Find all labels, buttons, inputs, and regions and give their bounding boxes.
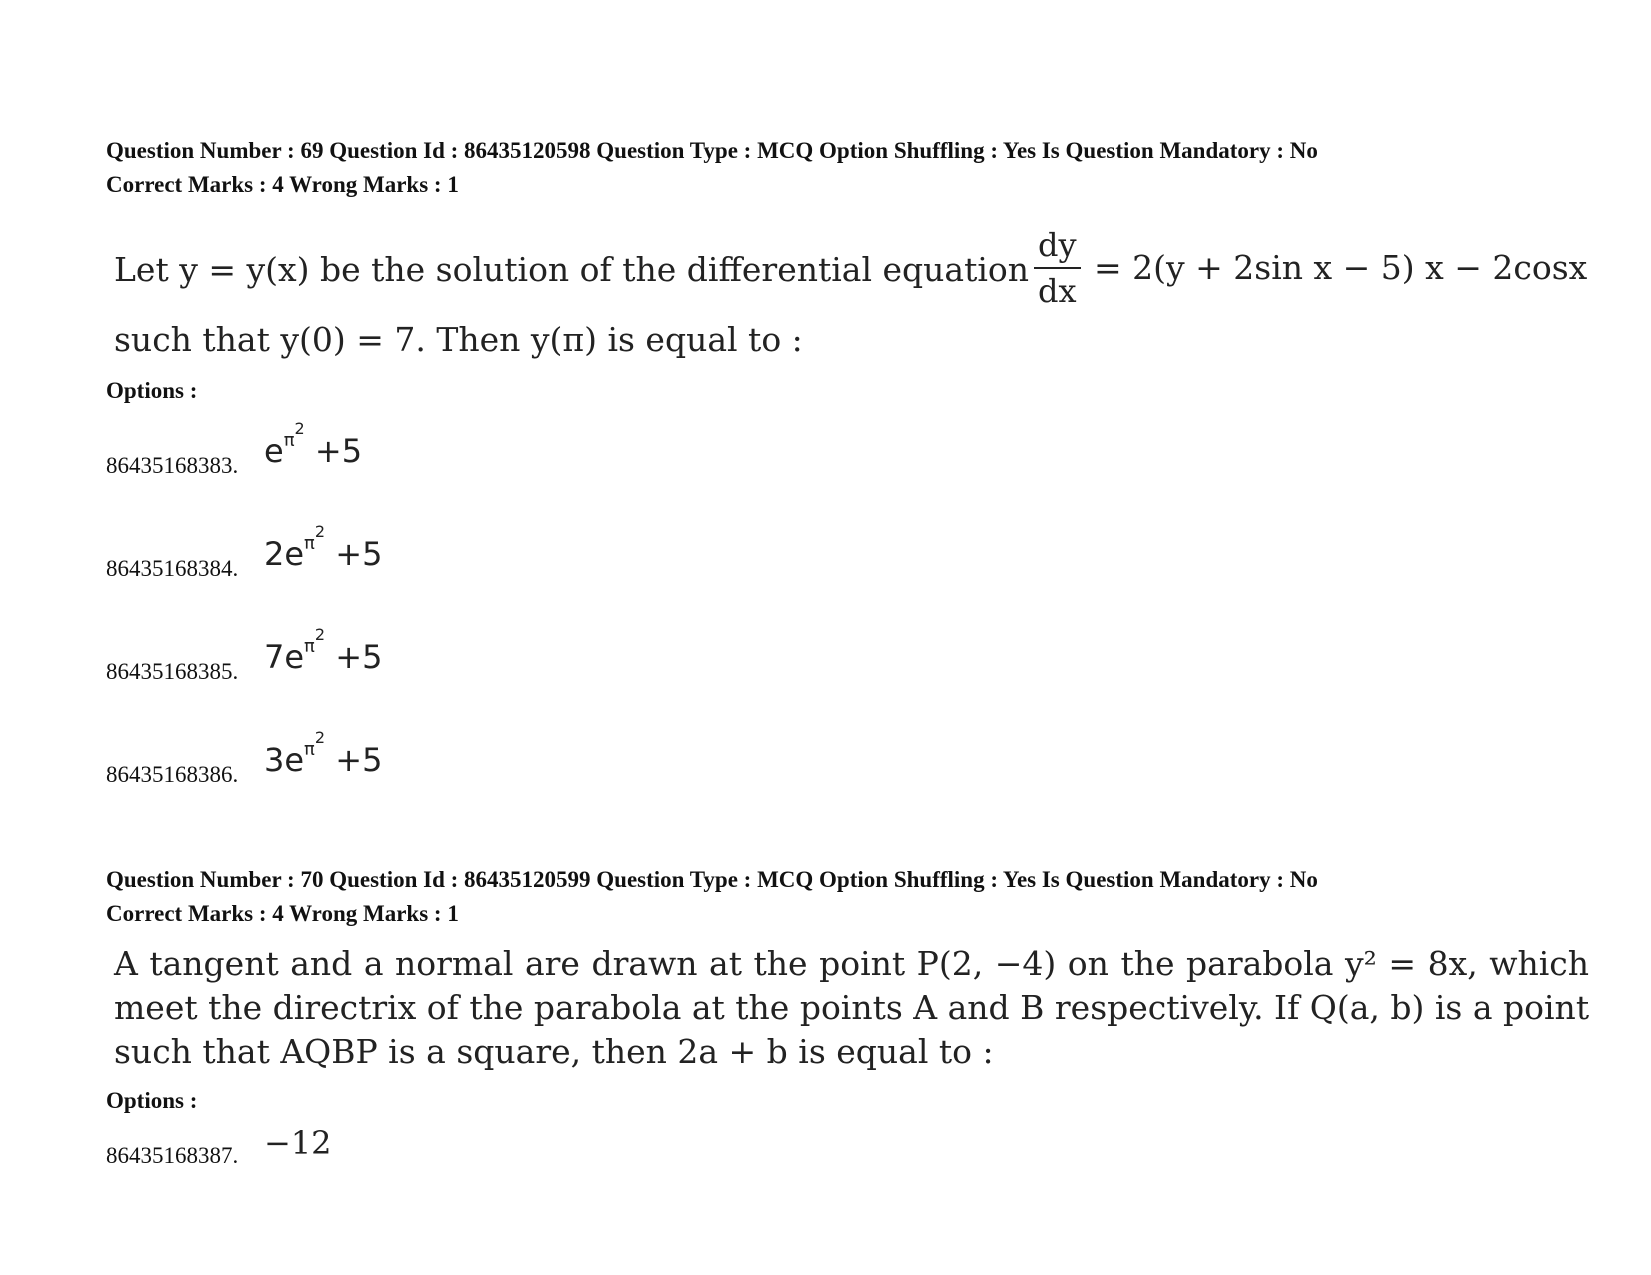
option-id: 86435168385.	[106, 659, 239, 684]
options-label: Options :	[106, 1088, 198, 1113]
option-expression[interactable]: −12	[264, 1124, 332, 1162]
question-stem-line1: A tangent and a normal are drawn at the point P(2, −4) on the parabola y² = 8x, which	[114, 944, 1589, 983]
option-expression[interactable]: $e^{\pi 2} +5$	[264, 419, 363, 470]
question-marks-line: Correct Marks : 4 Wrong Marks : 1	[106, 172, 459, 197]
question-meta	[106, 134, 1318, 202]
question-stem-line2: meet the directrix of the parabola at the points A and B respectively. If Q(a, b) is a point	[114, 988, 1590, 1027]
question-meta	[106, 863, 1318, 931]
option-expression[interactable]: $7e^{\pi 2} +5$	[264, 625, 383, 676]
question-stem-line2: such that y(0) = 7. Then y(π) is equal to :	[114, 320, 803, 359]
derivative-fraction	[1034, 225, 1081, 311]
option-id: 86435168387.	[106, 1143, 239, 1168]
question-meta-line1: Question Number : 69 Question Id : 86435120598 Question Type : MCQ Option Shuffling : Yes Is Question Mandatory : No	[106, 138, 1318, 163]
option-id: 86435168383.	[106, 453, 239, 478]
fraction-numerator: dy	[1034, 225, 1081, 269]
question-stem-line1	[114, 250, 1029, 289]
question-stem-line3: such that AQBP is a square, then 2a + b is equal to :	[114, 1032, 994, 1071]
option-expression[interactable]: $2e^{\pi 2} +5$	[264, 522, 383, 573]
equation-rhs: = 2(y + 2sin x − 5) x − 2cosx	[1094, 248, 1588, 287]
option-expression[interactable]: $3e^{\pi 2} +5$	[264, 728, 383, 779]
option-id: 86435168384.	[106, 556, 239, 581]
stem-prefix: Let y = y(x) be the solution of the differential equation	[114, 250, 1030, 289]
question-meta-line1: Question Number : 70 Question Id : 86435120599 Question Type : MCQ Option Shuffling : Yes Is Question Mandatory : No	[106, 867, 1318, 892]
question-marks-line: Correct Marks : 4 Wrong Marks : 1	[106, 901, 459, 926]
fraction-denominator: dx	[1038, 272, 1077, 310]
options-label: Options :	[106, 378, 198, 403]
option-id: 86435168386.	[106, 762, 239, 787]
